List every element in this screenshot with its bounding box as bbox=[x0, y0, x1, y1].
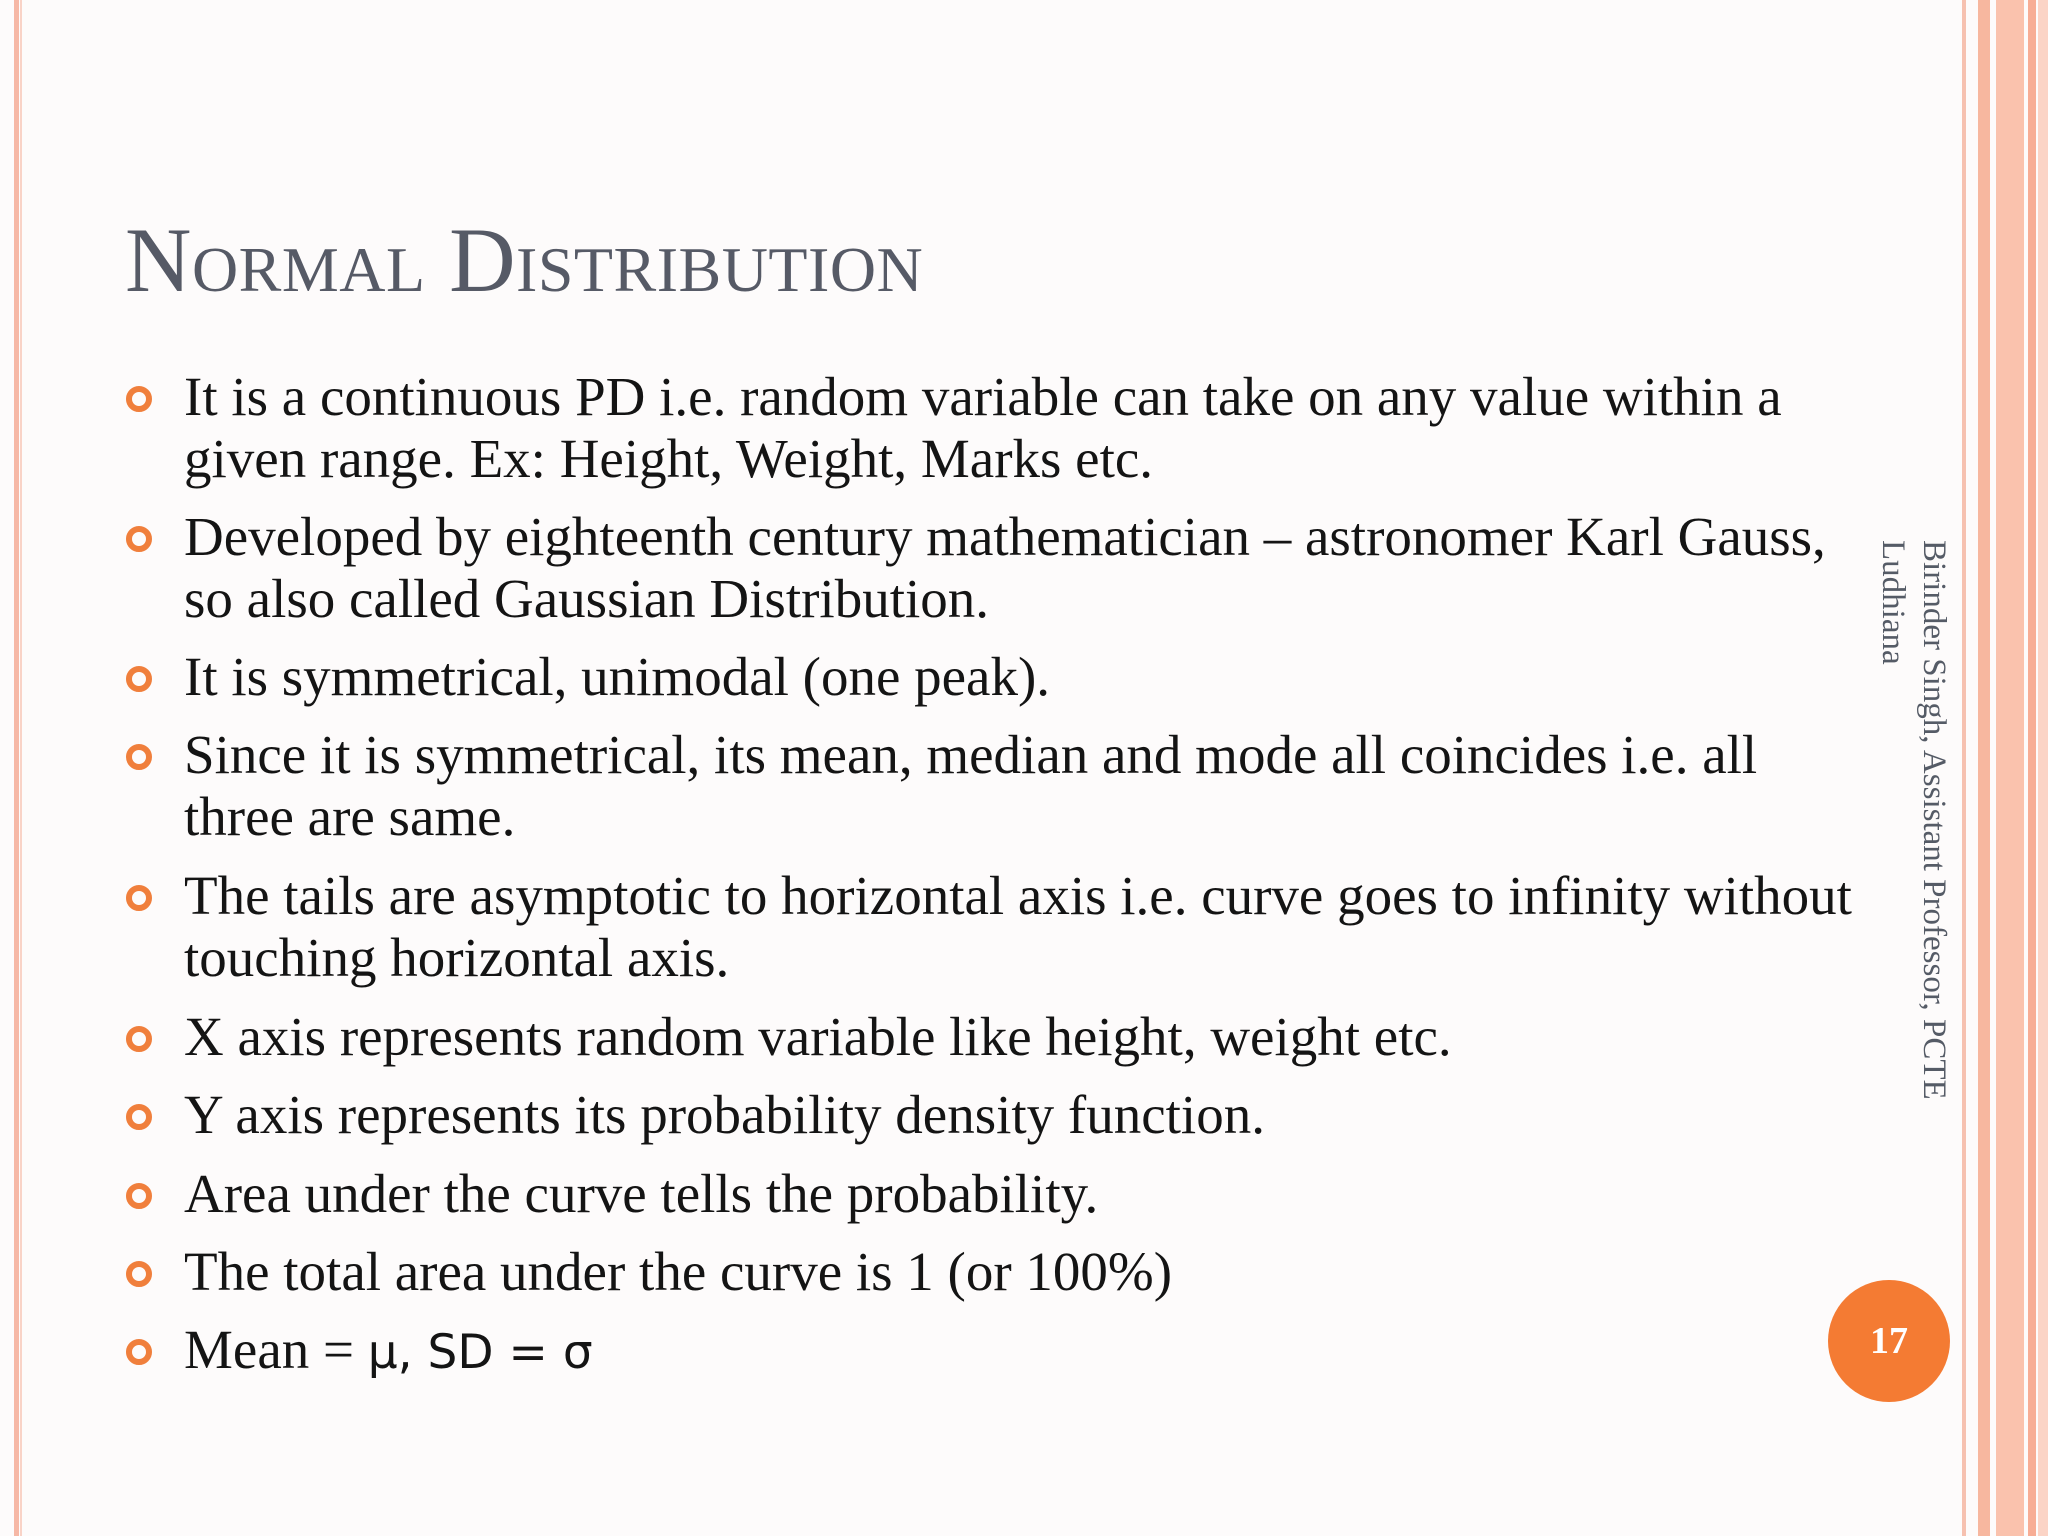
bullet-item bbox=[124, 1084, 1864, 1146]
slide-title: Normal Distribution bbox=[125, 209, 924, 311]
bullet-item bbox=[124, 1319, 1864, 1384]
bullet-circle-icon bbox=[126, 1183, 152, 1209]
bullet-item bbox=[124, 1006, 1864, 1068]
left-border-stripe-inner bbox=[20, 0, 22, 1536]
bullet-circle-icon bbox=[126, 1104, 152, 1130]
bullet-item bbox=[124, 1241, 1864, 1303]
right-border-stripe-2 bbox=[1978, 0, 1990, 1536]
bullet-circle-icon bbox=[126, 1339, 152, 1365]
left-border-stripe bbox=[14, 0, 19, 1536]
bullet-text bbox=[184, 1319, 1864, 1384]
bullet-circle-icon bbox=[126, 885, 152, 911]
bullet-text: It is symmetrical, unimodal (one peak). bbox=[184, 646, 1051, 707]
right-border-stripe-4 bbox=[2028, 0, 2036, 1536]
bullet-text: X axis represents random variable like height, weight etc. bbox=[184, 1006, 1452, 1067]
bullet-formula: μ, SD = σ bbox=[367, 1325, 593, 1380]
bullet-item bbox=[124, 724, 1864, 848]
bullet-text: Area under the curve tells the probability. bbox=[184, 1163, 1099, 1224]
right-border-stripe-5 bbox=[2038, 0, 2048, 1536]
bullet-circle-icon bbox=[126, 386, 152, 412]
bullet-text: Since it is symmetrical, its mean, median and mode all coincides i.e. all three are same. bbox=[184, 724, 1758, 847]
bullet-circle-icon bbox=[126, 1026, 152, 1052]
right-border-stripe-1 bbox=[1962, 0, 1966, 1536]
bullet-item bbox=[124, 366, 1864, 490]
bullet-text: Y axis represents its probability density function. bbox=[184, 1084, 1265, 1145]
right-border-stripe-3 bbox=[1996, 0, 2024, 1536]
bullet-item bbox=[124, 506, 1864, 630]
author-credit: Birinder Singh, Assistant Professor, PCTE Ludhiana bbox=[1875, 540, 1952, 1100]
bullet-circle-icon bbox=[126, 526, 152, 552]
bullet-circle-icon bbox=[126, 666, 152, 692]
bullet-text-prefix: Mean = bbox=[184, 1319, 368, 1380]
bullet-circle-icon bbox=[126, 744, 152, 770]
bullet-circle-icon bbox=[126, 1261, 152, 1287]
page-number-badge: 17 bbox=[1828, 1280, 1950, 1402]
bullet-text: It is a continuous PD i.e. random variable can take on any value within a given range. Ex: Height, Weight, Marks etc. bbox=[184, 366, 1782, 489]
bullet-item bbox=[124, 1163, 1864, 1225]
bullet-text: The total area under the curve is 1 (or 100%) bbox=[184, 1241, 1173, 1302]
bullet-item bbox=[124, 646, 1864, 708]
bullet-item bbox=[124, 865, 1864, 989]
bullet-text: Developed by eighteenth century mathematician – astronomer Karl Gauss, so also called Gaussian Distribution. bbox=[184, 506, 1826, 629]
bullet-text: The tails are asymptotic to horizontal axis i.e. curve goes to infinity without touching horizontal axis. bbox=[184, 865, 1852, 988]
